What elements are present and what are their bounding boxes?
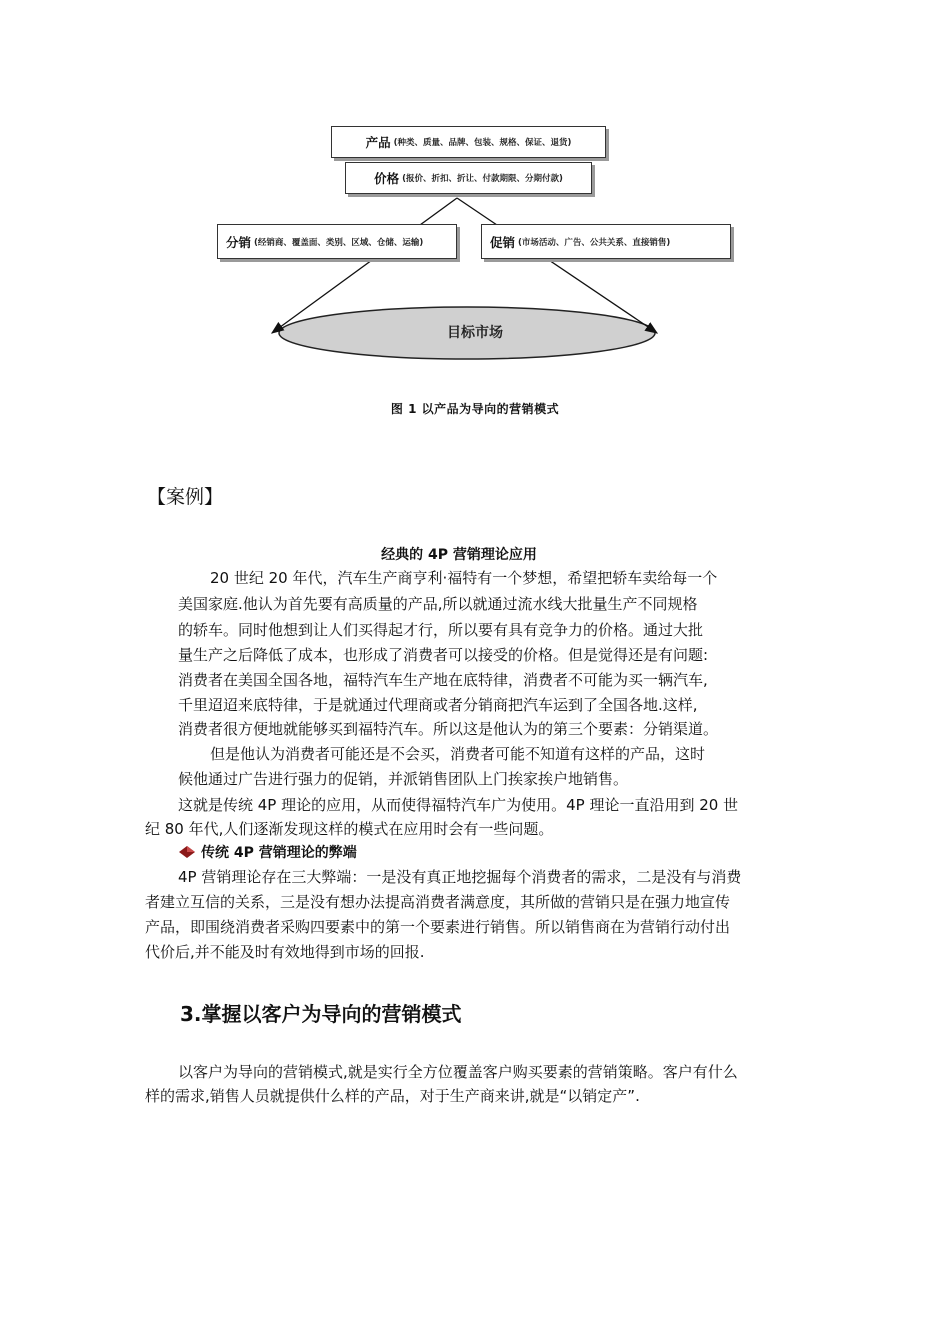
promotion-label: 促销 — [490, 234, 516, 250]
article-line: 但是他认为消费者可能还是不会买，消费者可能不知道有这样的产品，这时 — [210, 745, 706, 763]
promotion-detail: (市场活动、广告、公共关系、直接销售) — [518, 237, 671, 248]
article-line: 消费者很方便地就能够买到福特汽车。所以这是他认为的第三个要素：分销渠道。 — [178, 720, 719, 738]
case-heading: 【案例】 — [147, 486, 224, 508]
distribution-label: 分销 — [226, 234, 252, 250]
section-line: 样的需求,销售人员就提供什么样的产品，对于生产商来讲,就是“以销定产”. — [145, 1087, 640, 1105]
distribution-box — [217, 224, 457, 259]
article-line: 消费者在美国全国各地，福特汽车生产地在底特律，消费者不可能为买一辆汽车, — [178, 671, 708, 689]
drawbacks-heading-text: 传统 4P 营销理论的弊端 — [201, 845, 357, 861]
product-box — [331, 126, 606, 158]
distribution-detail: (经销商、覆盖面、类别、区域、仓储、运输) — [254, 237, 424, 248]
target-market-label: 目标市场 — [447, 325, 503, 341]
article-line: 候他通过广告进行强力的促销，并派销售团队上门挨家挨户地销售。 — [178, 770, 629, 788]
promotion-box — [481, 224, 731, 259]
product-detail: (种类、质量、品牌、包装、规格、保证、退货) — [393, 138, 572, 148]
article-line: 这就是传统 4P 理论的应用，从而使得福特汽车广为使用。4P 理论一直沿用到 20 世 — [178, 796, 739, 814]
product-label: 产品 — [365, 135, 391, 150]
drawbacks-heading — [178, 842, 357, 862]
drawbacks-line: 代价后,并不能及时有效地得到市场的回报. — [145, 943, 425, 961]
section-heading: 3.掌握以客户为导向的营销模式 — [180, 1002, 462, 1026]
article-line: 纪 80 年代,人们逐渐发现这样的模式在应用时会有一些问题。 — [145, 820, 554, 838]
article-line: 量生产之后降低了成本，也形成了消费者可以接受的价格。但是觉得还是有问题: — [178, 646, 709, 664]
price-label: 价格 — [374, 171, 400, 186]
section-line: 以客户为导向的营销模式,就是实行全方位覆盖客户购买要素的营销策略。客户有什么 — [178, 1063, 738, 1081]
article-line: 美国家庭.他认为首先要有高质量的产品,所以就通过流水线大批量生产不同规格 — [178, 595, 698, 613]
drawbacks-line: 者建立互信的关系，三是没有想办法提高消费者满意度，其所做的营销只是在强力地宣传 — [145, 893, 731, 911]
drawbacks-line: 4P 营销理论存在三大弊端：一是没有真正地挖掘每个消费者的需求，二是没有与消费 — [178, 868, 742, 886]
figure-caption: 图 1 以产品为导向的营销模式 — [390, 402, 560, 416]
diamond-bullet-icon — [178, 845, 196, 859]
article-line: 的轿车。同时他想到让人们买得起才行，所以要有具有竞争力的价格。通过大批 — [178, 621, 704, 639]
price-box — [345, 162, 592, 194]
article-line: 20 世纪 20 年代，汽车生产商亨利·福特有一个梦想，希望把轿车卖给每一个 — [210, 569, 718, 587]
drawbacks-line: 产品，即围绕消费者采购四要素中的第一个要素进行销售。所以销售商在为营销行动付出 — [145, 918, 731, 936]
price-detail: (报价、折扣、折让、付款期限、分期付款) — [402, 174, 563, 184]
article-line: 千里迢迢来底特律，于是就通过代理商或者分销商把汽车运到了全国各地.这样, — [178, 696, 698, 714]
article-title: 经典的 4P 营销理论应用 — [381, 547, 537, 563]
